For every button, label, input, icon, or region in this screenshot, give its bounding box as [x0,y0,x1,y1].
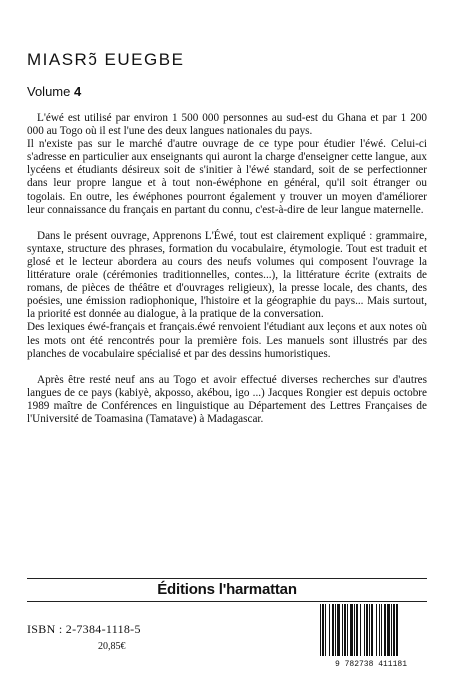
volume-word: Volume [27,84,71,99]
price: 20,85€ [98,641,126,652]
back-cover-text [27,112,427,426]
isbn: ISBN : 2-7384-1118-5 [27,622,141,636]
barcode [316,604,426,669]
book-title: MIASRɔ̃ EUEGBE [27,50,185,69]
volume-number: 4 [74,84,82,99]
paragraph-lexicon: Des lexiques éwé-français et français.éwé renvoient l'étudiant aux leçons et aux notes où les mots ont été rencontrés pour la première fois. Les manuels sont illustrés par des planches de vocabulaire spécialisé et par des dessins humoristiques. [27,321,427,360]
paragraph-intro: L'éwé est utilisé par environ 1 500 000 personnes au sud-est du Ghana et par 1 200 000 au Togo où il est l'une des deux langues nationales du pays. [27,112,427,138]
volume-label [27,84,81,99]
paragraph-audience: Il n'existe pas sur le marché d'autre ouvrage de ce type pour étudier l'éwé. Celui-ci s'adresse en particulier aux enseignants qui auront la charge d'enseigner cette langue, aux lycéens et étudiants désireux soit de s'initier à l'éwé standard, soit de se perfectionner dans leur propre langue et à tout non-éwéphone en général, qu'il soit étranger ou togolais. En outre, les éwéphones pourront également y trouver un moyen d'améliorer leur connaissance du français en partant du connu, c'est-à-dire de leur langue maternelle. [27,138,427,216]
barcode-bars [316,604,426,658]
barcode-digits: 9 782738 411181 [334,660,407,669]
paragraph-author: Après être resté neuf ans au Togo et avoir effectué diverses recherches sur d'autres langues de ce pays (kabiyè, akposso, akébou, igo ...) Jacques Rongier est depuis octobre 1989 maître de Conférences en linguistique au Département des Lettres Françaises de l'Université de Toamasina (Tamatave) à Madagascar. [27,373,427,425]
paragraph-content: Dans le présent ouvrage, Apprenons L'Éwé, tout est clairement expliqué : grammaire, syntaxe, structure des phrases, formation du vocabulaire, étymologie. Tout est traduit et glosé et le lecteur abordera au cours des neufs volumes qui composent l'ouvrage la littérature orale (cérémonies traditionnelles, contes...), la littérature écrite (extraits de romans, de pièces de théâtre et d'ouvrages religieux), la presse locale, des chants, des poésies, une émission radiophonique, l'histoire et la géographie du pays... Mais surtout, la priorité est donnée au dialogue, à la pratique de la conversation. [27,229,427,321]
publisher-name: Éditions l'harmattan [157,581,297,598]
publisher-bar [27,578,427,602]
